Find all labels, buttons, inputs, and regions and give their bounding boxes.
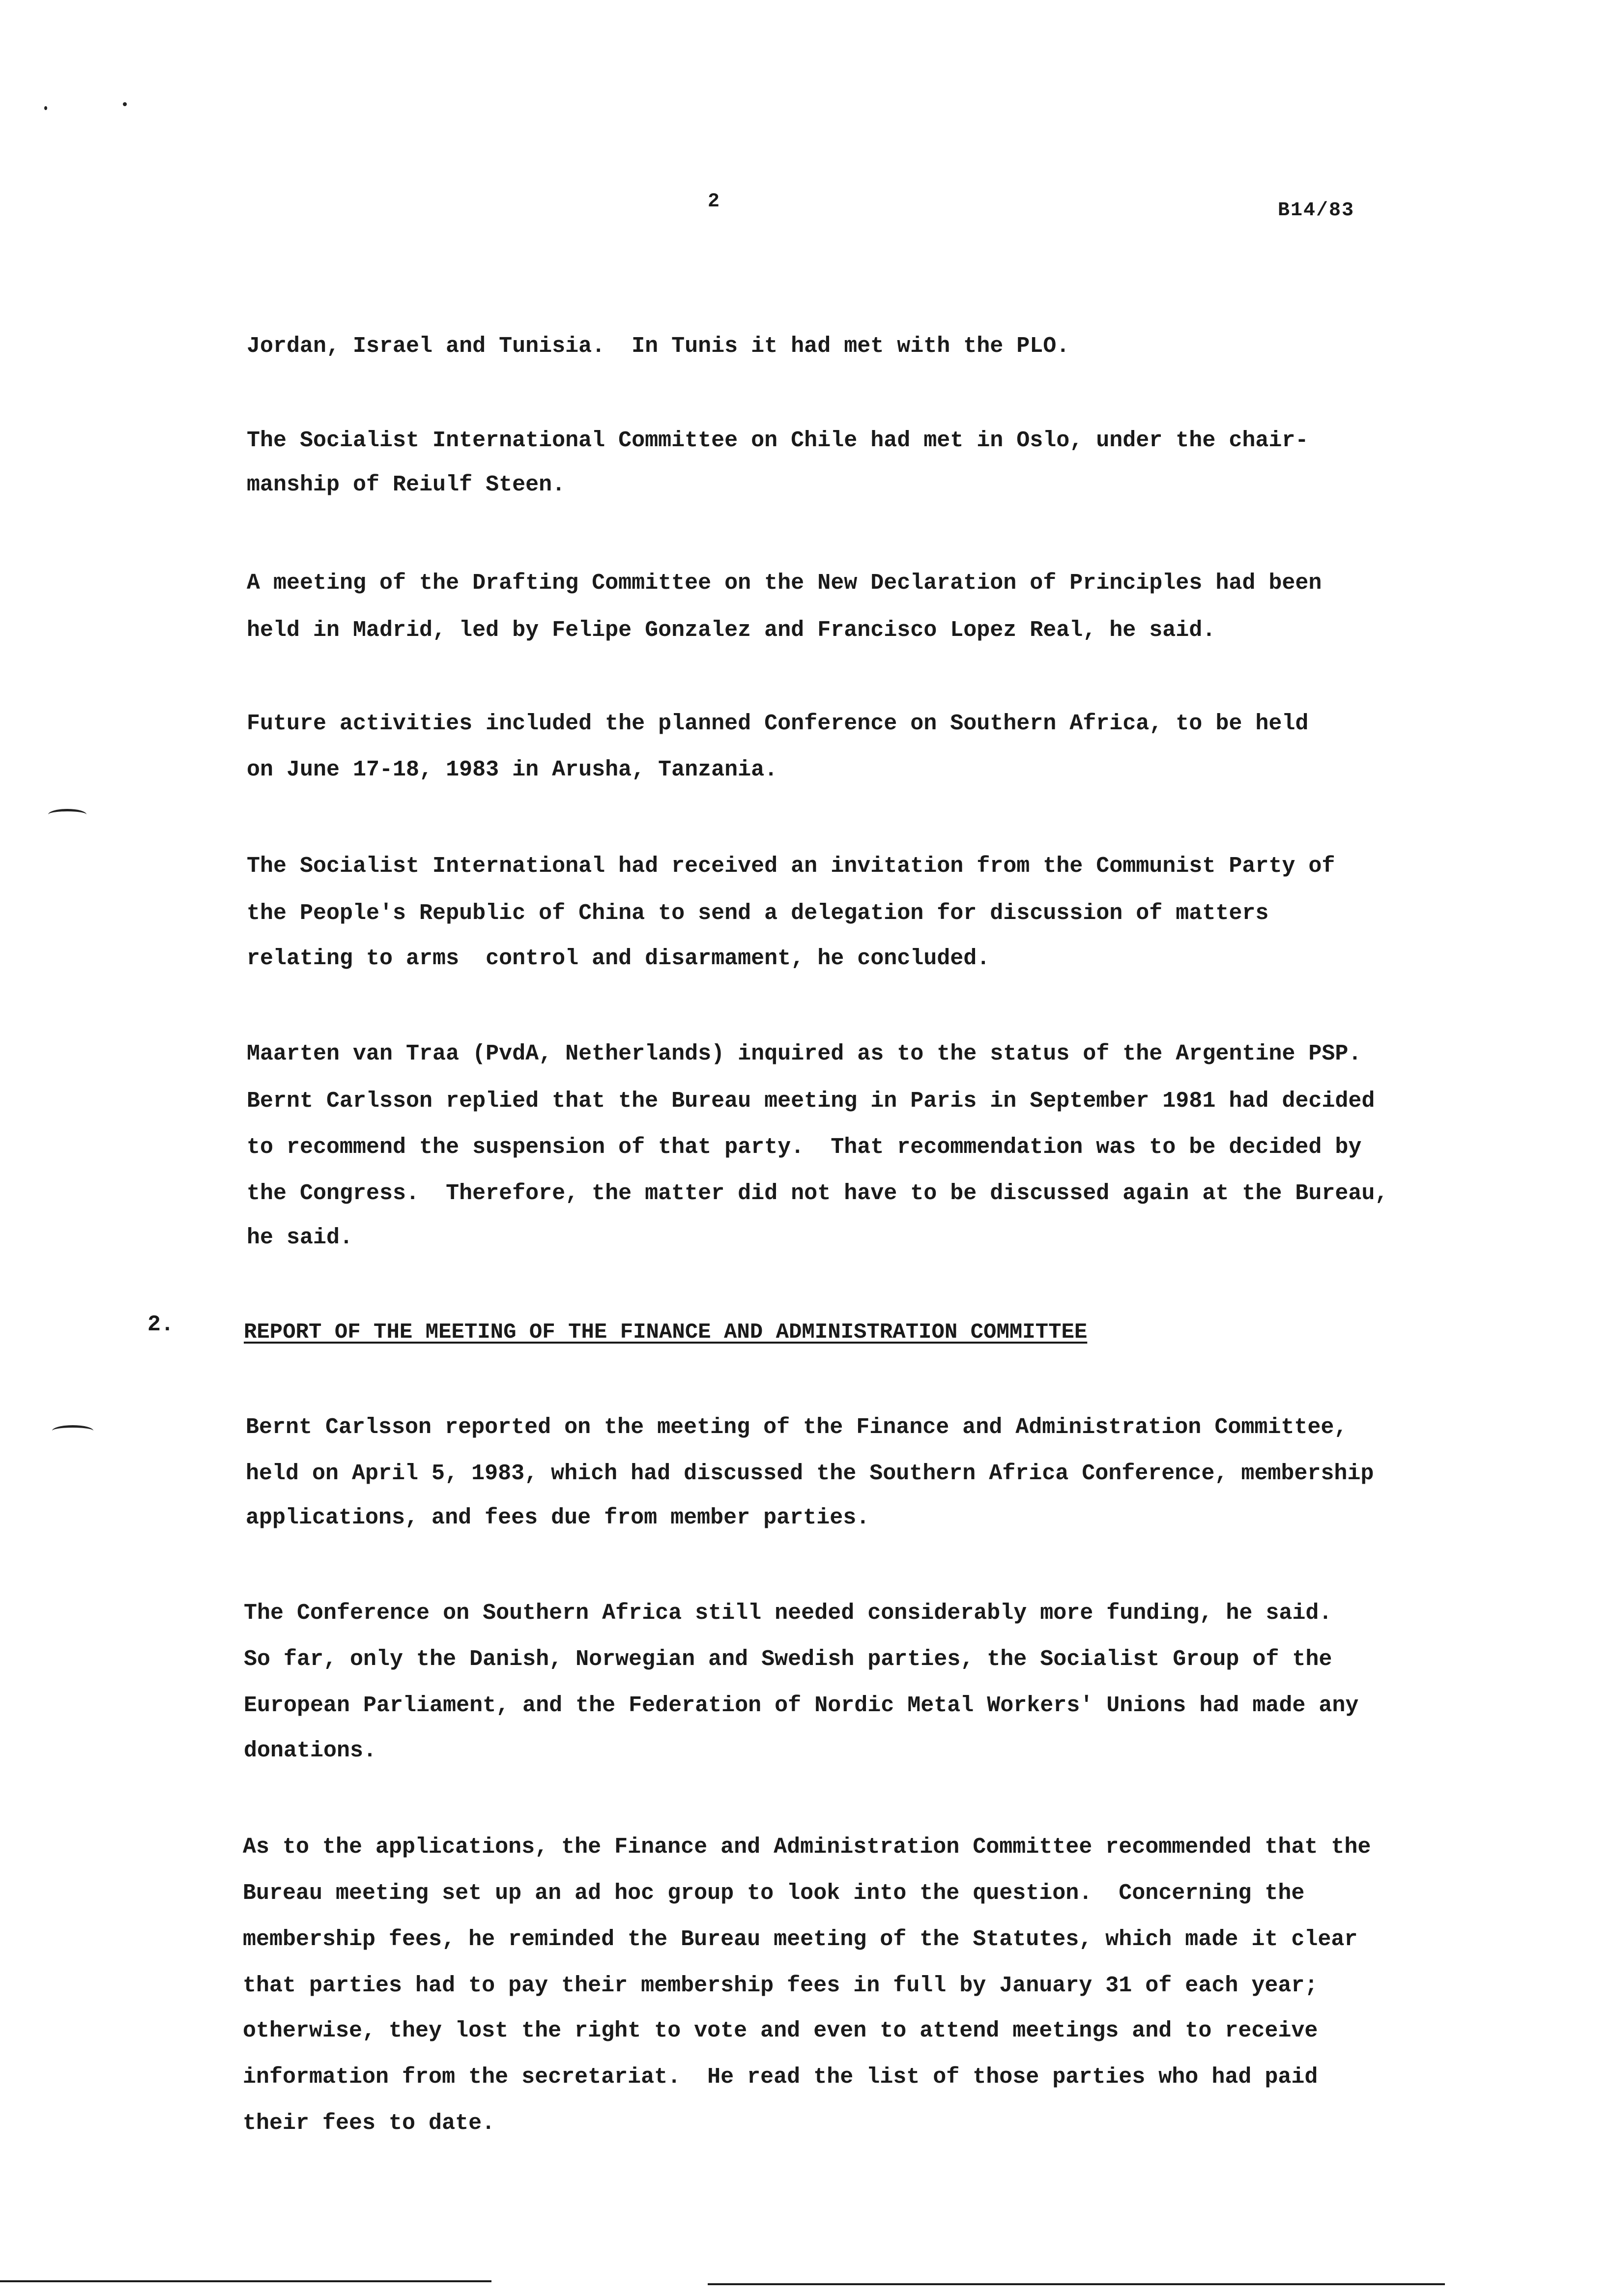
text-line: on June 17-18, 1983 in Arusha, Tanzania. [247, 757, 778, 782]
text-line: As to the applications, the Finance and Administration Committee recommended that the [243, 1835, 1371, 1860]
text-line: So far, only the Danish, Norwegian and Swedish parties, the Socialist Group of the [244, 1647, 1332, 1672]
text-line: European Parliament, and the Federation of Nordic Metal Workers' Unions had made any [244, 1693, 1359, 1718]
text-line: A meeting of the Drafting Committee on the New Declaration of Principles had been [247, 571, 1322, 596]
text-line: that parties had to pay their membership fees in full by January 31 of each year; [243, 1973, 1318, 1998]
text-line: donations. [244, 1738, 377, 1763]
scan-speck [123, 102, 127, 106]
text-line: relating to arms control and disarmament, he concluded. [247, 946, 990, 971]
text-line: The Conference on Southern Africa still needed considerably more funding, he said. [244, 1601, 1332, 1626]
text-line: applications, and fees due from member parties. [246, 1505, 870, 1530]
text-line: held on April 5, 1983, which had discussed the Southern Africa Conference, membership [246, 1461, 1374, 1486]
text-line: manship of Reiulf Steen. [247, 472, 566, 497]
text-line: he said. [247, 1225, 353, 1250]
document-reference: B14/83 [1278, 200, 1355, 222]
text-line: held in Madrid, led by Felipe Gonzalez and Francisco Lopez Real, he said. [247, 618, 1216, 643]
text-line: to recommend the suspension of that party. That recommendation was to be decided by [247, 1135, 1362, 1160]
bottom-edge-rule [708, 2283, 1445, 2285]
text-line: the People's Republic of China to send a delegation for discussion of matters [247, 901, 1269, 926]
text-line: Bernt Carlsson reported on the meeting of the Finance and Administration Committee, [246, 1415, 1348, 1440]
text-line: Bernt Carlsson replied that the Bureau meeting in Paris in September 1981 had decided [247, 1089, 1375, 1114]
text-line: Bureau meeting set up an ad hoc group to look into the question. Concerning the [243, 1881, 1305, 1906]
text-line: membership fees, he reminded the Bureau meeting of the Statutes, which made it clear [243, 1927, 1358, 1952]
text-line: the Congress. Therefore, the matter did not have to be discussed again at the Bureau, [247, 1181, 1388, 1206]
text-line: The Socialist International had received an invitation from the Communist Party of [247, 854, 1335, 879]
text-line: The Socialist International Committee on Chile had met in Oslo, under the chair- [247, 428, 1309, 453]
margin-punch-mark [52, 1425, 93, 1436]
page-number: 2 [708, 191, 720, 213]
text-line: their fees to date. [243, 2111, 495, 2136]
section-number: 2. [147, 1312, 174, 1337]
bottom-edge-rule [0, 2280, 491, 2282]
text-line: Maarten van Traa (PvdA, Netherlands) inquired as to the status of the Argentine PSP. [247, 1041, 1362, 1066]
text-line: information from the secretariat. He read the list of those parties who had paid [243, 2065, 1318, 2090]
text-line: Jordan, Israel and Tunisia. In Tunis it had met with the PLO. [247, 334, 1070, 359]
text-line: Future activities included the planned Conference on Southern Africa, to be held [247, 711, 1309, 736]
section-heading: REPORT OF THE MEETING OF THE FINANCE AND ADMINISTRATION COMMITTEE [244, 1320, 1088, 1345]
text-line: otherwise, they lost the right to vote and even to attend meetings and to receive [243, 2018, 1318, 2043]
margin-punch-mark [48, 809, 86, 820]
scan-speck [44, 106, 47, 110]
